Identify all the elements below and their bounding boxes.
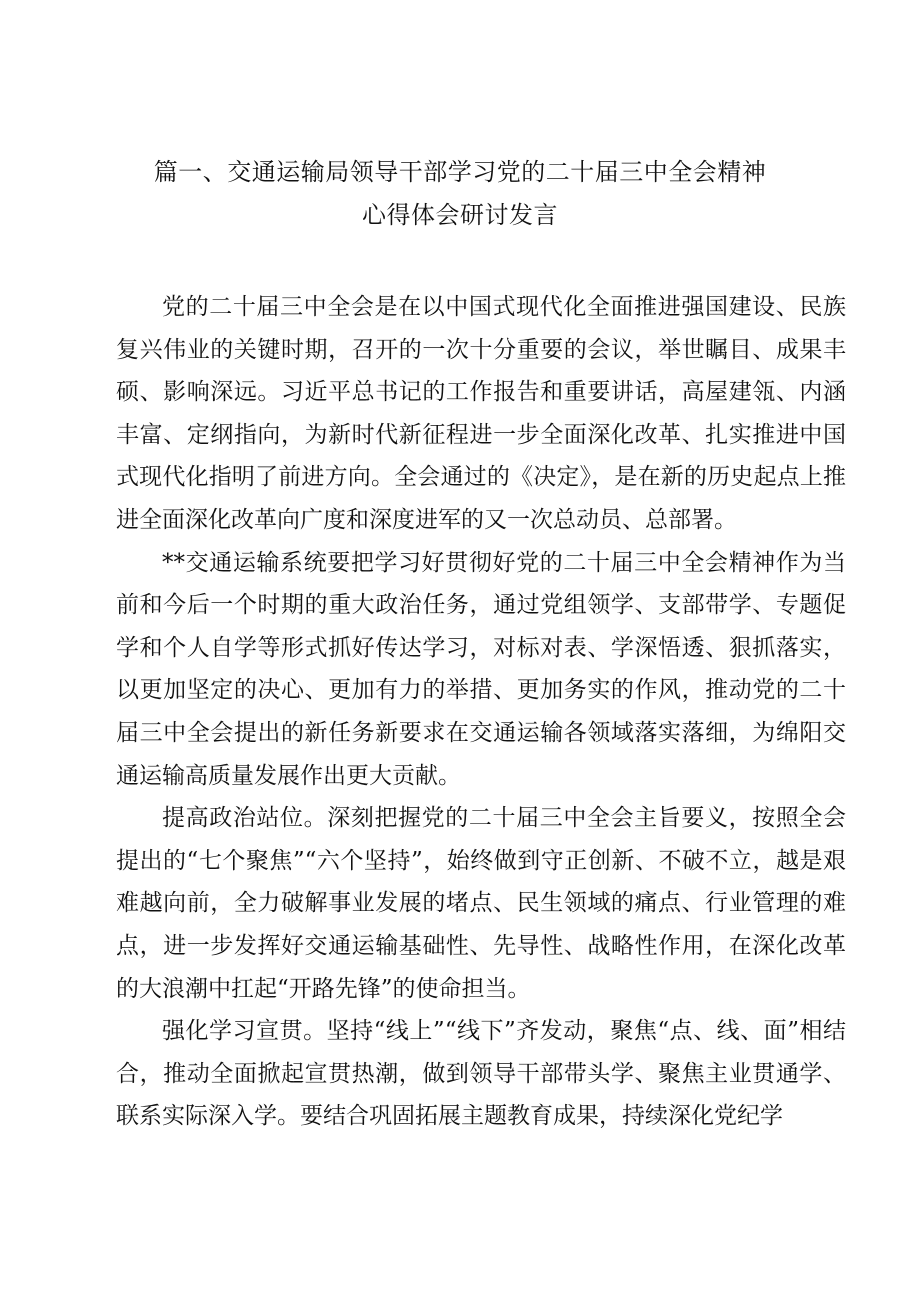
document-title-line-2: 心得体会研讨发言: [362, 201, 558, 229]
paragraph-2: **交通运输系统要把学习好贯彻好党的二十届三中全会精神作为当前和今后一个时期的重大政治任务，通过党组领学、支部带学、专题促学和个人自学等形式抓好传达学习，对标对表、学深悟透、狠抓落实，以更加坚定的决心、更加有力的举措、更加务实的作风，推动党的二十届三中全会提出的新任务新要求在交通运输各领域落实落细，为绵阳交通运输高质量发展作出更大贡献。: [116, 549, 846, 789]
paragraph-4: 强化学习宣贯。坚持“线上”“线下”齐发动，聚焦“点、线、面”相结合，推动全面掀起宣贯热潮，做到领导干部带头学、聚焦主业贯通学、联系实际深入学。要结合巩固拓展主题教育成果，持续深化党纪学: [116, 1018, 846, 1130]
paragraph-3: 提高政治站位。深刻把握党的二十届三中全会主旨要义，按照全会提出的“七个聚焦”“六个坚持”，始终做到守正创新、不破不立，越是艰难越向前，全力破解事业发展的堵点、民生领域的痛点、行业管理的难点，进一步发挥好交通运输基础性、先导性、战略性作用，在深化改革的大浪潮中扛起“开路先锋”的使命担当。: [116, 805, 846, 1002]
paragraph-1: 党的二十届三中全会是在以中国式现代化全面推进强国建设、民族复兴伟业的关键时期，召开的一次十分重要的会议，举世瞩目、成果丰硕、影响深远。习近平总书记的工作报告和重要讲话，高屋建瓴、内涵丰富、定纲指向，为新时代新征程进一步全面深化改革、扎实推进中国式现代化指明了前进方向。全会通过的《决定》，是在新的历史起点上推进全面深化改革向广度和深度进军的又一次总动员、总部署。: [116, 294, 846, 533]
document-title-line-1: 篇一、交通运输局领导干部学习党的二十届三中全会精神: [153, 158, 767, 186]
document-body: [116, 286, 846, 1138]
